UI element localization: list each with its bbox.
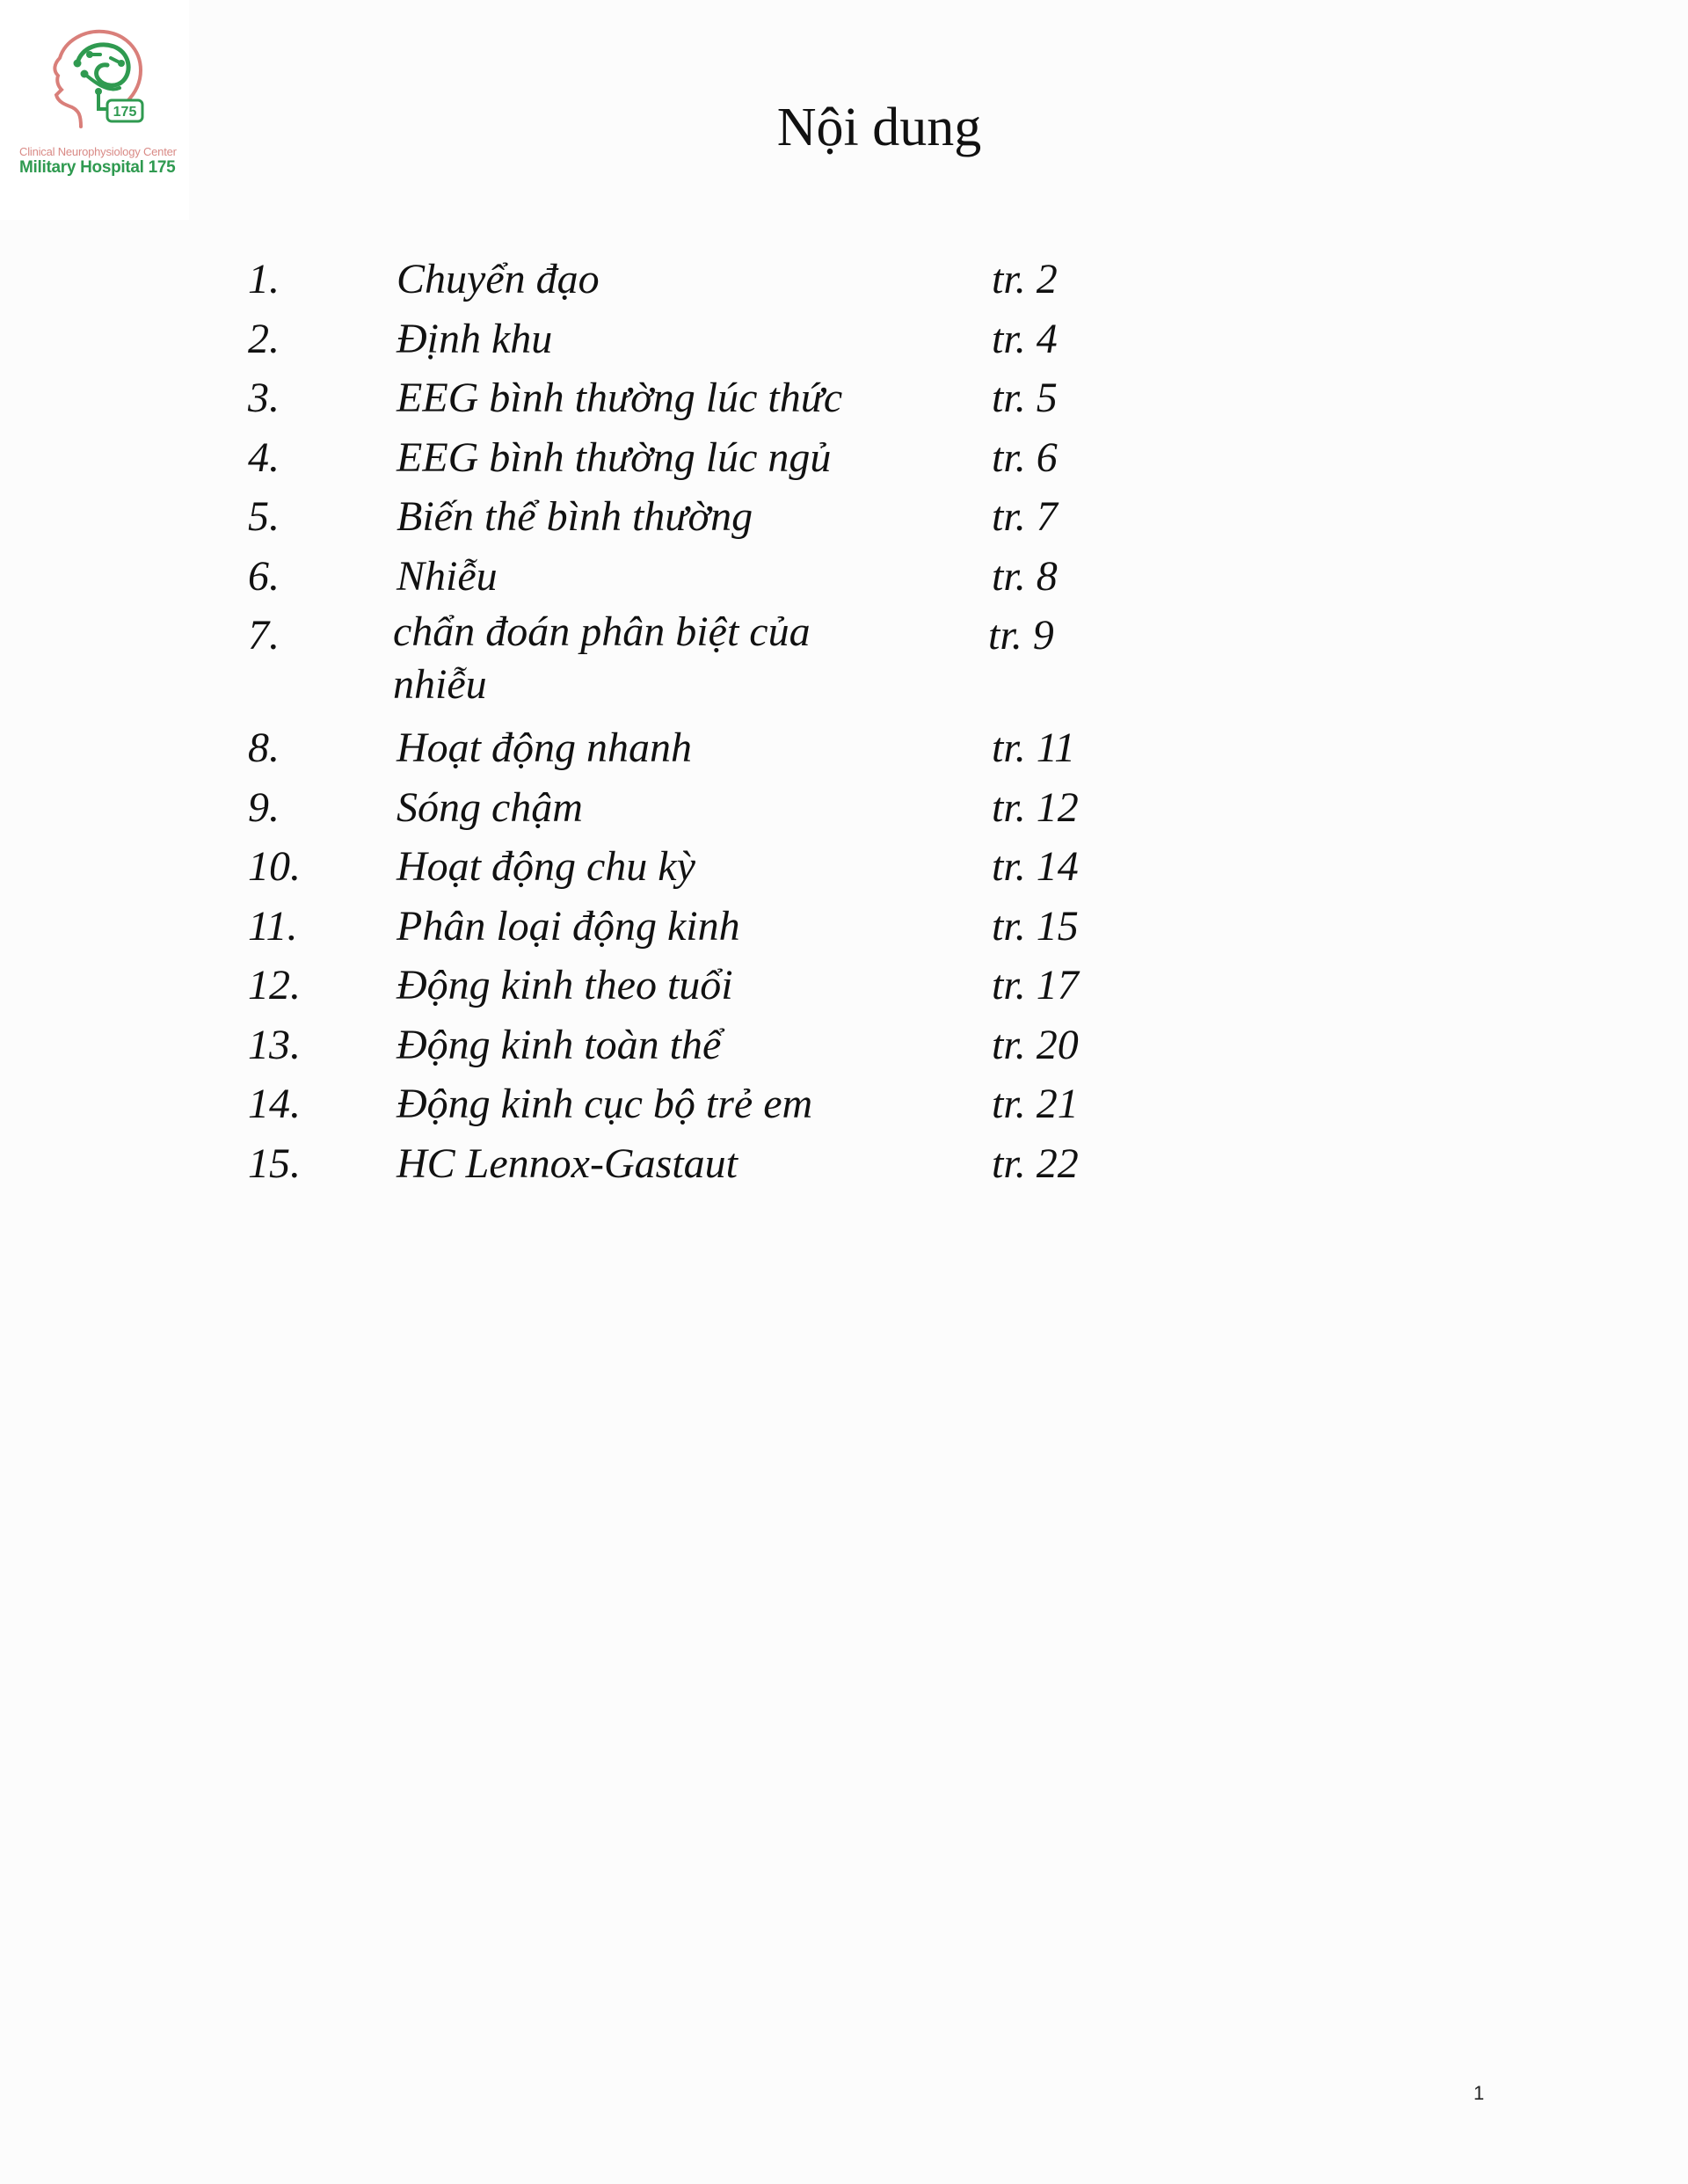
toc-number: 2. — [248, 315, 280, 362]
toc-entry[interactable] — [0, 956, 1688, 1016]
toc-entry[interactable] — [0, 837, 1688, 897]
page-title-text: Nội dung — [776, 98, 982, 157]
toc-label: Chuyển đạo — [397, 256, 600, 302]
toc-entry[interactable] — [0, 1074, 1688, 1134]
toc-number: 8. — [248, 724, 280, 771]
toc-entry[interactable] — [0, 428, 1688, 488]
toc-entry[interactable] — [0, 897, 1688, 957]
toc-number: 5. — [248, 493, 280, 540]
toc-page-ref: tr. 12 — [992, 783, 1079, 831]
toc-number: 13. — [248, 1021, 301, 1068]
logo-center-name: Clinical Neurophysiology Center — [19, 145, 177, 158]
toc-number: 1. — [248, 256, 280, 302]
page-title — [0, 97, 1688, 159]
toc-label: Nhiễu — [397, 552, 498, 600]
toc-page-ref: tr. 9 — [988, 612, 1054, 659]
toc-label: EEG bình thường lúc ngủ — [397, 433, 832, 481]
toc-number: 11. — [248, 902, 298, 950]
toc-number: 10. — [248, 843, 301, 890]
toc-number: 4. — [248, 433, 280, 481]
toc-page-ref: tr. 14 — [992, 843, 1079, 890]
toc-label: Định khu — [397, 315, 553, 362]
toc-page-ref: tr. 6 — [992, 433, 1058, 481]
toc-label: Động kinh cục bộ trẻ em — [397, 1081, 813, 1127]
logo-badge: 175 — [113, 105, 137, 120]
toc-label: HC Lennox-Gastaut — [397, 1139, 738, 1187]
toc-entry[interactable] — [0, 250, 1688, 309]
toc-label: Biến thể bình thường — [397, 493, 753, 540]
toc-page-ref: tr. 15 — [992, 902, 1079, 950]
toc-page-ref: tr. 8 — [992, 552, 1058, 600]
toc-label: Hoạt động nhanh — [397, 724, 692, 771]
table-of-contents — [0, 250, 1688, 1193]
toc-entry[interactable] — [0, 487, 1688, 547]
toc-label: chẩn đoán phân biệt của nhiễu — [393, 608, 811, 708]
toc-entry[interactable] — [0, 368, 1688, 428]
toc-label: Động kinh theo tuổi — [397, 962, 733, 1008]
toc-label: Sóng chậm — [397, 783, 583, 831]
toc-page-ref: tr. 2 — [992, 256, 1058, 302]
toc-page-ref: tr. 4 — [992, 315, 1058, 362]
toc-number: 6. — [248, 552, 280, 600]
toc-number: 12. — [248, 962, 301, 1008]
toc-number: 14. — [248, 1081, 301, 1127]
toc-page-ref: tr. 20 — [992, 1021, 1079, 1068]
logo-hospital-name: Military Hospital 175 — [19, 158, 176, 177]
toc-number: 9. — [248, 783, 280, 831]
toc-entry[interactable] — [0, 309, 1688, 369]
toc-page-ref: tr. 11 — [992, 724, 1076, 771]
toc-page-ref: tr. 22 — [992, 1139, 1079, 1187]
toc-number: 3. — [248, 375, 280, 421]
toc-page-ref: tr. 17 — [992, 962, 1079, 1008]
toc-label: EEG bình thường lúc thức — [397, 375, 843, 421]
toc-entry[interactable] — [0, 718, 1688, 778]
toc-page-ref: tr. 5 — [992, 375, 1058, 421]
toc-number: 15. — [248, 1139, 301, 1187]
toc-entry[interactable] — [0, 606, 1688, 718]
toc-label: Phân loại động kinh — [397, 902, 740, 950]
toc-entry[interactable] — [0, 1134, 1688, 1194]
toc-label: Động kinh toàn thể — [397, 1021, 722, 1068]
toc-entry[interactable] — [0, 547, 1688, 607]
page-number: 1 — [1473, 2082, 1485, 2104]
toc-page-ref: tr. 7 — [992, 493, 1058, 540]
toc-label: Hoạt động chu kỳ — [397, 843, 695, 890]
toc-entry[interactable] — [0, 1016, 1688, 1075]
toc-entry[interactable] — [0, 778, 1688, 838]
toc-page-ref: tr. 21 — [992, 1081, 1079, 1127]
toc-number: 7. — [248, 612, 280, 659]
